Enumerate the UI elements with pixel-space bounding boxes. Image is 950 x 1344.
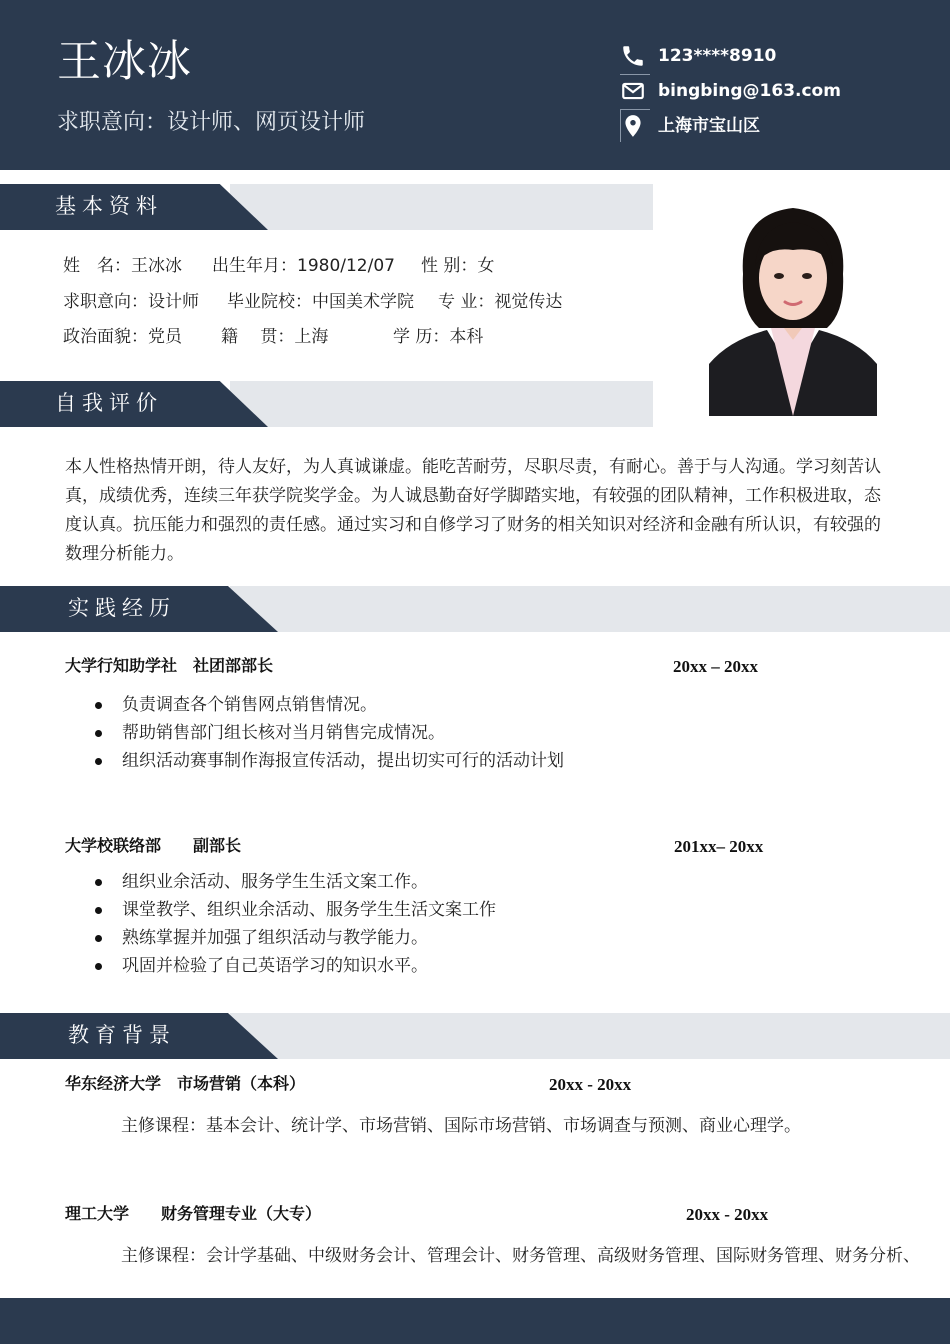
phone-number: 123****8910: [658, 46, 777, 66]
education-title: 华东经济大学 市场营销（本科）: [65, 1074, 306, 1093]
experience-list: [95, 691, 564, 775]
list-item: 巩固并检验了自己英语学习的知识水平。: [95, 952, 496, 980]
section-title: 教育背景: [68, 1023, 176, 1047]
info-gender: 性 别：女: [421, 256, 495, 276]
list-item: 课堂教学、组织业余活动、服务学生生活文案工作: [95, 896, 496, 924]
list-item: 熟练掌握并加强了组织活动与教学能力。: [95, 924, 496, 952]
info-major: 专 业：视觉传达: [438, 292, 563, 312]
info-political: 政治面貌：党员: [63, 327, 182, 347]
education-date: 20xx - 20xx: [686, 1205, 769, 1224]
education-courses: 主修课程：基本会计、统计学、市场营销、国际市场营销、市场调查与预测、商业心理学。: [121, 1116, 801, 1136]
contact-email: [620, 75, 840, 109]
info-school: 毕业院校：中国美术学院: [227, 292, 414, 312]
section-band: [230, 1013, 950, 1059]
contact-phone: [620, 40, 840, 74]
section-header-self: [0, 381, 950, 427]
contact-divider-vertical: [620, 110, 621, 142]
info-birth: 出生年月：1980/12/07: [212, 256, 395, 276]
section-band: [230, 184, 653, 230]
resume-header: [0, 0, 950, 170]
self-evaluation-text: 本人性格热情开朗，待人友好，为人真诚谦虚。能吃苦耐劳，尽职尽责，有耐心。善于与人沟通。学习刻苦认真，成绩优秀，连续三年获学院奖学金。为人诚恳勤奋好学脚踏实地，有较强的团队精神，工作积极进取，态度认真。抗压能力和强烈的责任感。通过实习和自修学习了财务的相关知识对经济和金融有所认识，有较强的数理分析能力。: [65, 457, 881, 564]
experience-date: 20xx – 20xx: [673, 657, 758, 676]
section-band: [230, 381, 653, 427]
phone-icon: [620, 43, 646, 69]
section-band: [230, 586, 950, 632]
info-intent: 求职意向：设计师: [63, 292, 199, 312]
list-item: 帮助销售部门组长核对当月销售完成情况。: [95, 719, 564, 747]
list-item: 组织业余活动、服务学生生活文案工作。: [95, 868, 496, 896]
section-header-education: [0, 1013, 950, 1059]
list-item: 组织活动赛事制作海报宣传活动，提出切实可行的活动计划: [95, 747, 564, 775]
experience-list: [95, 868, 496, 980]
info-native: 籍 贯：上海: [221, 327, 329, 347]
education-date: 20xx - 20xx: [549, 1075, 632, 1094]
info-name: 姓 名：王冰冰: [63, 256, 182, 276]
job-intent: 求职意向：设计师、网页设计师: [57, 110, 366, 135]
experience-title: 大学校联络部 副部长: [65, 836, 242, 855]
education-courses: 主修课程：会计学基础、中级财务会计、管理会计、财务管理、高级财务管理、国际财务管理、财务分析、: [121, 1246, 920, 1266]
list-item: 负责调查各个销售网点销售情况。: [95, 691, 564, 719]
section-title: 自我评价: [55, 391, 163, 415]
experience-title: 大学行知助学社 社团部部长: [65, 656, 274, 675]
contact-location: [620, 110, 840, 144]
location-pin-icon: [620, 113, 646, 139]
footer-bar: [0, 1298, 950, 1344]
section-header-practice: [0, 586, 950, 632]
candidate-name: 王冰冰: [57, 36, 192, 87]
education-title: 理工大学 财务管理专业（大专）: [65, 1204, 322, 1223]
location-text: 上海市宝山区: [658, 116, 760, 136]
info-degree: 学 历：本科: [393, 327, 484, 347]
mail-icon: [620, 78, 646, 104]
email-address: bingbing@163.com: [658, 81, 841, 101]
section-title: 基本资料: [55, 194, 163, 218]
section-title: 实践经历: [68, 596, 176, 620]
experience-date: 201xx– 20xx: [674, 837, 764, 856]
